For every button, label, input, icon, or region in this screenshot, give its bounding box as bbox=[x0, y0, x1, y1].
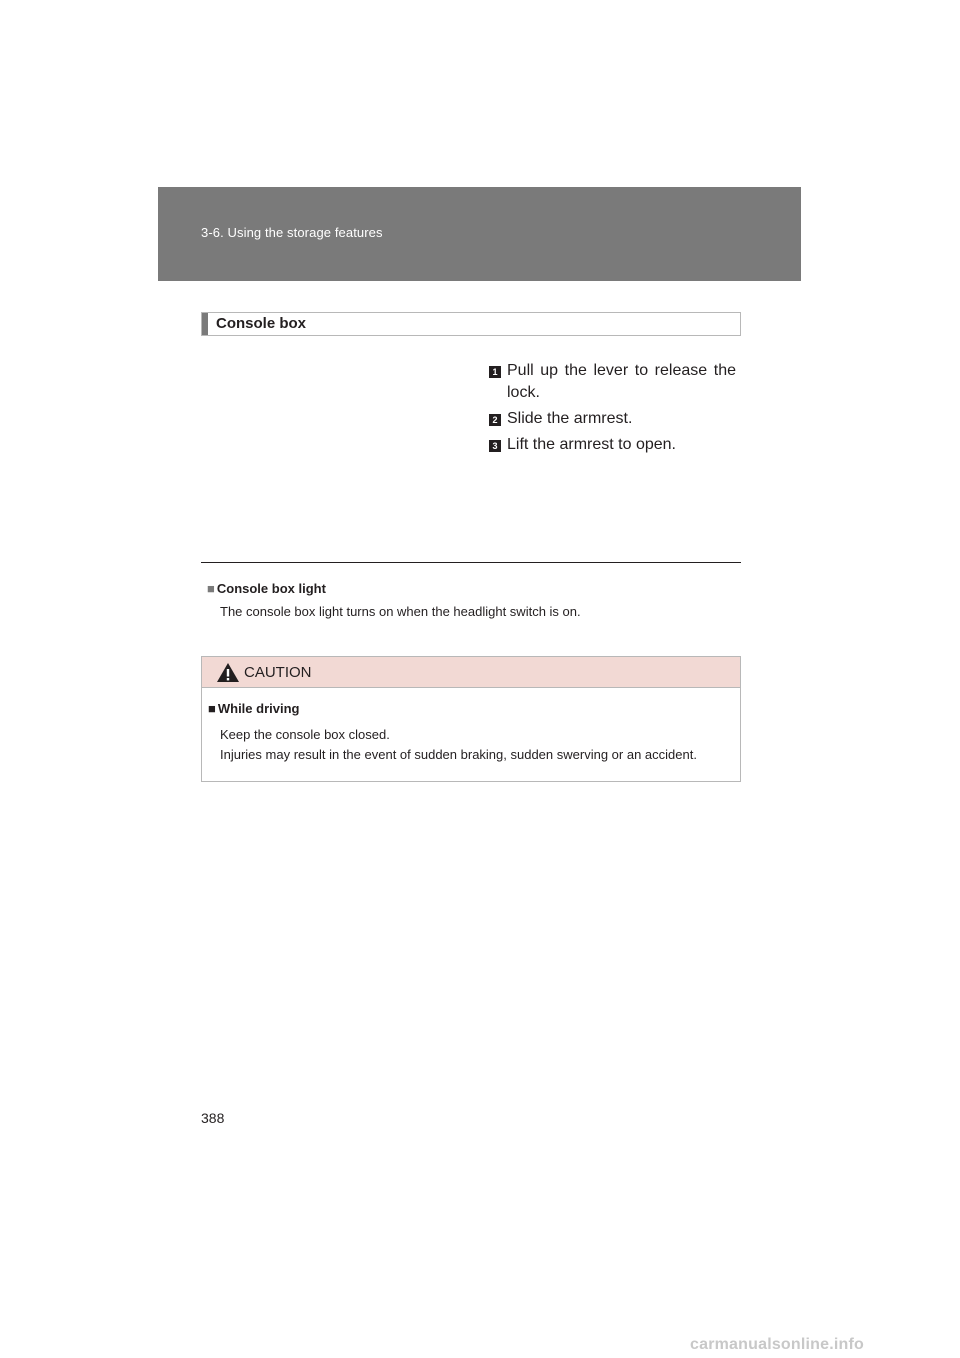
step-number-badge: 3 bbox=[489, 440, 501, 452]
step-item bbox=[489, 360, 739, 404]
section-accent bbox=[202, 313, 208, 335]
section-heading-bar bbox=[201, 312, 741, 336]
step-text: Pull up the lever to release the lock. bbox=[507, 362, 736, 401]
page-number: 388 bbox=[201, 1110, 225, 1126]
section-divider bbox=[201, 562, 741, 563]
step-item bbox=[489, 408, 739, 430]
caution-text-line: Injuries may result in the event of sudden braking, sudden swerving or an accident. bbox=[220, 747, 697, 762]
step-item bbox=[489, 434, 739, 456]
step-number-badge: 2 bbox=[489, 414, 501, 426]
caution-heading-text: While driving bbox=[217, 701, 300, 716]
caution-label: CAUTION bbox=[244, 664, 312, 681]
warning-triangle-icon bbox=[216, 662, 240, 683]
chapter-title: 3-6. Using the storage features bbox=[201, 225, 383, 240]
step-number-badge: 1 bbox=[489, 366, 501, 378]
chapter-header-band bbox=[158, 187, 801, 281]
caution-box bbox=[201, 656, 741, 782]
note-block bbox=[207, 581, 737, 619]
caution-heading bbox=[208, 701, 299, 716]
step-text: Lift the armrest to open. bbox=[507, 436, 676, 453]
note-body: The console box light turns on when the headlight switch is on. bbox=[220, 604, 581, 619]
step-list bbox=[489, 360, 739, 460]
caution-text-line: Keep the console box closed. bbox=[220, 727, 390, 742]
square-bullet-icon: ■ bbox=[207, 581, 215, 596]
step-text: Slide the armrest. bbox=[507, 410, 633, 427]
square-bullet-icon: ■ bbox=[208, 701, 216, 716]
section-title: Console box bbox=[216, 315, 307, 332]
note-heading bbox=[207, 581, 737, 596]
note-heading-text: Console box light bbox=[216, 581, 326, 596]
caution-banner bbox=[202, 657, 740, 688]
watermark: carmanualsonline.info bbox=[690, 1336, 865, 1353]
